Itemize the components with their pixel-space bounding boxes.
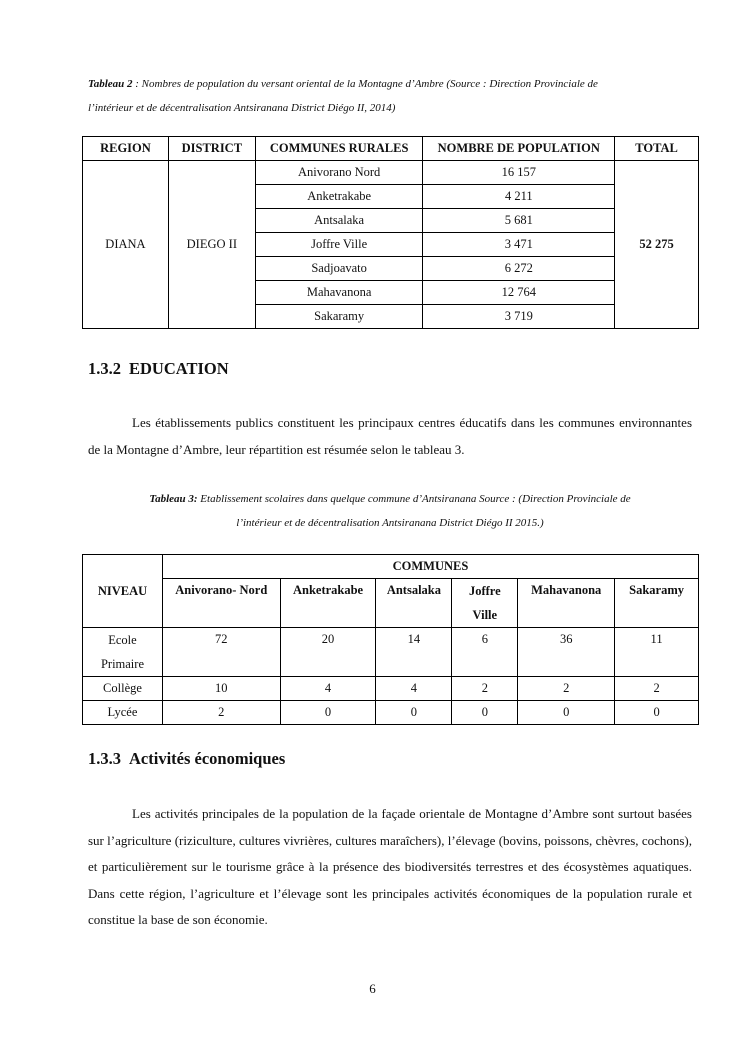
commune-cell: Antsalaka	[255, 209, 423, 233]
population-table	[82, 136, 699, 329]
value-cell: 4	[280, 677, 376, 701]
value-cell: 2	[452, 677, 518, 701]
header-communes-rurales: COMMUNES RURALES	[255, 137, 423, 161]
commune-cell: Sakaramy	[255, 305, 423, 329]
value-cell: 6	[452, 628, 518, 677]
section-title: Activités économiques	[129, 749, 286, 768]
education-paragraph: Les établissements publics constituent les principaux centres éducatifs dans les communes environnantes de la Montagne d’Ambre, leur répartition est résumée selon le tableau 3.	[88, 415, 692, 457]
value-cell: 2	[518, 677, 615, 701]
commune-cell: Mahavanona	[255, 281, 423, 305]
header-commune: Mahavanona	[518, 579, 615, 628]
commune-cell: Sadjoavato	[255, 257, 423, 281]
niveau-cell: Ecole Primaire	[83, 628, 163, 677]
total-cell: 52 275	[615, 161, 699, 329]
section-number: 1.3.2	[88, 359, 121, 378]
population-cell: 6 272	[423, 257, 615, 281]
economie-paragraph: Les activités principales de la population de la façade orientale de Montagne d’Ambre sont surtout basées sur l’agriculture (riziculture, cultures vivrières, cultures maraîchers), l’élevage (bovins, poissons, chèvres, cochons), et particulièrement sur le tourisme grâce à la présence des biodiversités terrestres et des écosystèmes aquatiques. Dans cette région, l’agriculture et l’élevage sont les principales activités économiques de la population rurale et constitue la base de son économie.	[88, 806, 692, 927]
value-cell: 36	[518, 628, 615, 677]
header-nombre-population: NOMBRE DE POPULATION	[423, 137, 615, 161]
niveau-cell: Collège	[83, 677, 163, 701]
header-commune: Joffre Ville	[452, 579, 518, 628]
population-cell: 3 471	[423, 233, 615, 257]
table2-caption-label: Tableau 2	[88, 78, 133, 90]
population-cell: 16 157	[423, 161, 615, 185]
value-cell: 10	[162, 677, 280, 701]
table2-caption-line1: : Nombres de population du versant oriental de la Montagne d’Ambre (Source : Direction Provinciale de	[132, 78, 598, 90]
commune-cell: Anketrakabe	[255, 185, 423, 209]
value-cell: 0	[518, 701, 615, 725]
value-cell: 0	[615, 701, 699, 725]
table3-caption	[88, 487, 692, 535]
commune-cell: Anivorano Nord	[255, 161, 423, 185]
value-cell: 2	[615, 677, 699, 701]
header-total: TOTAL	[615, 137, 699, 161]
header-niveau: NIVEAU	[83, 555, 163, 628]
region-cell: DIANA	[83, 161, 169, 329]
niveau-cell: Lycée	[83, 701, 163, 725]
table3-caption-line2: l’intérieur et de décentralisation Antsiranana District Diégo II 2015.)	[236, 517, 544, 529]
value-cell: 0	[376, 701, 452, 725]
value-cell: 0	[452, 701, 518, 725]
value-cell: 20	[280, 628, 376, 677]
population-cell: 4 211	[423, 185, 615, 209]
value-cell: 14	[376, 628, 452, 677]
table3-caption-label: Tableau 3:	[149, 493, 198, 505]
header-commune: Anketrakabe	[280, 579, 376, 628]
value-cell: 72	[162, 628, 280, 677]
value-cell: 4	[376, 677, 452, 701]
header-communes: COMMUNES	[162, 555, 698, 579]
header-commune: Sakaramy	[615, 579, 699, 628]
population-cell: 3 719	[423, 305, 615, 329]
value-cell: 0	[280, 701, 376, 725]
schools-table	[82, 554, 699, 725]
page-number: 6	[369, 981, 376, 996]
table2-caption-line2: l’intérieur et de décentralisation Antsiranana District Diégo II, 2014)	[88, 102, 396, 114]
header-commune: Anivorano- Nord	[162, 579, 280, 628]
value-cell: 2	[162, 701, 280, 725]
value-cell: 11	[615, 628, 699, 677]
table2-caption	[88, 72, 688, 120]
district-cell: DIEGO II	[168, 161, 255, 329]
header-commune: Antsalaka	[376, 579, 452, 628]
population-cell: 5 681	[423, 209, 615, 233]
commune-cell: Joffre Ville	[255, 233, 423, 257]
population-cell: 12 764	[423, 281, 615, 305]
section-heading-education	[88, 359, 229, 379]
header-region: REGION	[83, 137, 169, 161]
section-title: EDUCATION	[129, 359, 229, 378]
header-district: DISTRICT	[168, 137, 255, 161]
section-number: 1.3.3	[88, 749, 121, 768]
section-heading-economie	[88, 749, 285, 769]
table3-caption-line1: Etablissement scolaires dans quelque commune d’Antsiranana Source : (Direction Provinciale de	[197, 493, 631, 505]
